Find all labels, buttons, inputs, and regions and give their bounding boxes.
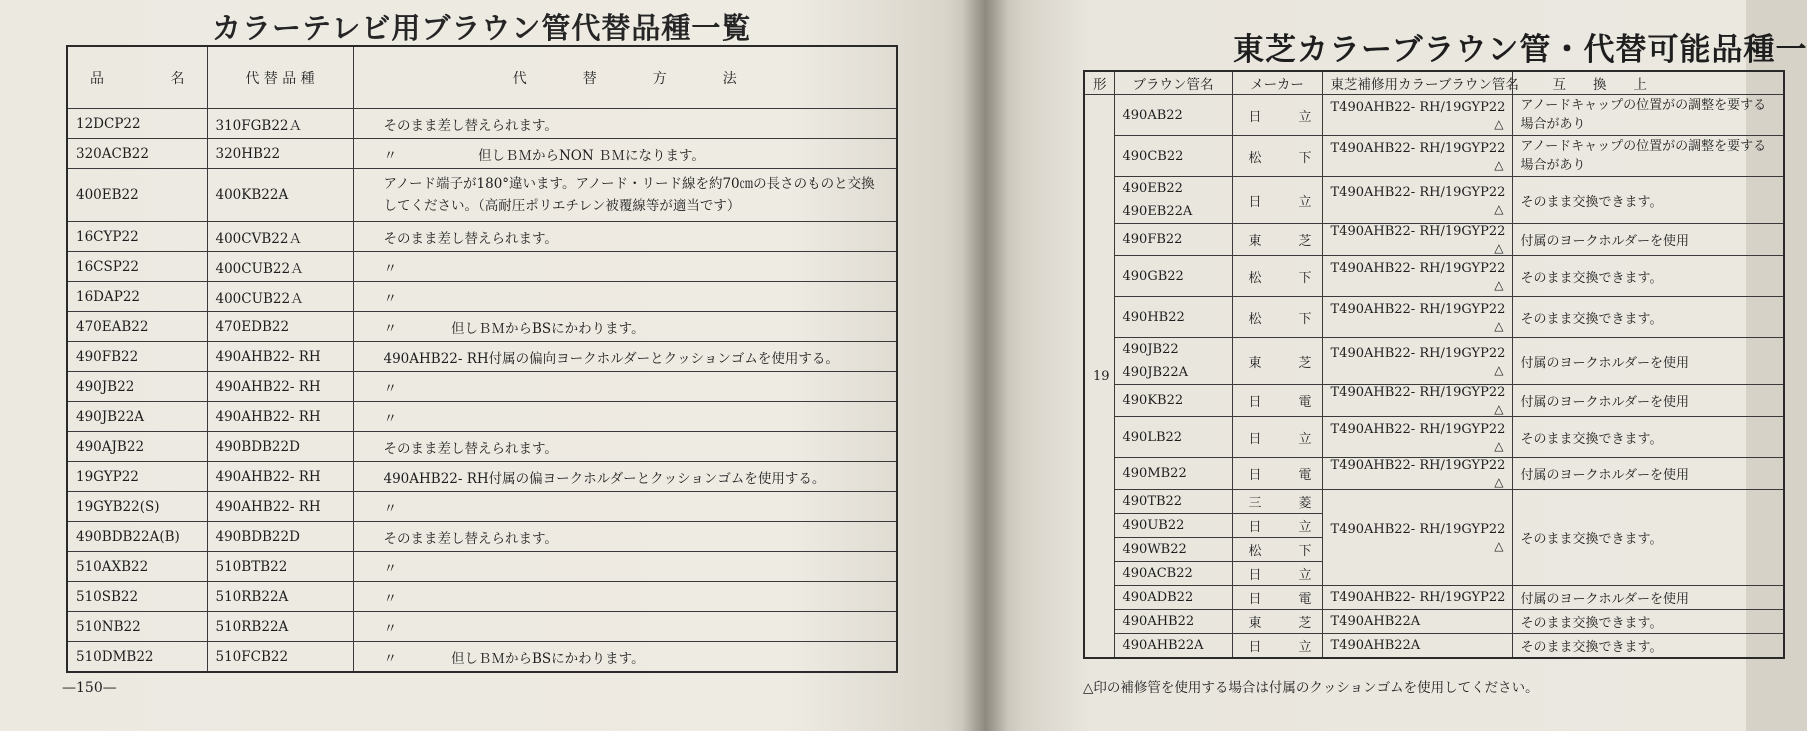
cell-compat: そのまま交換できます。 — [1512, 490, 1784, 586]
cell-name: 16CYP22 — [67, 222, 207, 252]
cell-toshiba-tube — [1322, 610, 1512, 634]
cell-maker: 日 電 — [1232, 458, 1322, 490]
table-row — [1084, 417, 1784, 458]
tube-name: 490ACB22 — [1122, 566, 1193, 581]
cell-name: 470EAB22 — [67, 312, 207, 342]
cell-name: 490JB22A — [67, 402, 207, 432]
cell-replacement: 400KB22A — [207, 169, 353, 222]
toshiba-tube-name: T490AHB22- RH/19GYP22 — [1330, 345, 1506, 361]
cell-maker: 松 下 — [1232, 136, 1322, 177]
cell-tube-name — [1114, 562, 1232, 586]
cell-compat: そのまま交換できます。 — [1512, 610, 1784, 634]
cell-tube-name — [1114, 538, 1232, 562]
cell-method: 〃 — [353, 492, 897, 522]
cell-compat: そのまま交換できます。 — [1512, 417, 1784, 458]
header-method: 代 替 方 法 — [353, 46, 897, 109]
table-body — [67, 109, 897, 673]
table-row — [67, 169, 897, 222]
table-row — [1084, 610, 1784, 634]
table-row — [1084, 297, 1784, 338]
cell-replacement: 310FGB22Ａ — [207, 109, 353, 139]
cell-method: 〃 — [353, 552, 897, 582]
cell-tube-name — [1114, 95, 1232, 136]
table-row — [1084, 95, 1784, 136]
cell-name: 19GYP22 — [67, 462, 207, 492]
cell-size: 19 — [1084, 95, 1114, 659]
cell-toshiba-tube — [1322, 224, 1512, 256]
table-row — [1084, 224, 1784, 256]
table-row — [67, 582, 897, 612]
tube-name: 490AHB22A — [1122, 638, 1204, 653]
cell-replacement: 490BDB22D — [207, 432, 353, 462]
cell-method: 490AHB22- RH付属の偏向ヨークホルダーとクッションゴムを使用する。 — [353, 342, 897, 372]
tube-name: 490WB22 — [1122, 542, 1187, 557]
cell-method: 〃 但しＢＭからNON ＢＭになります。 — [353, 139, 897, 169]
header-name-a: 品 — [90, 70, 104, 87]
header-replacement: 代 替 品 種 — [207, 46, 353, 109]
toshiba-tube-name: T490AHB22- RH/19GYP22 — [1330, 140, 1506, 156]
tube-name: 490GB22 — [1122, 268, 1184, 284]
tube-name: 490CB22 — [1122, 148, 1184, 164]
toshiba-tube-name: T490AHB22- RH/19GYP22 — [1330, 522, 1506, 537]
tube-name: 490HB22 — [1122, 309, 1185, 325]
table-row — [1084, 338, 1784, 385]
cell-compat: 付属のヨークホルダーを使用 — [1512, 458, 1784, 490]
tube-name: 490JB22A — [1122, 365, 1189, 380]
cell-method: 〃 但しＢＭからBSにかわります。 — [353, 312, 897, 342]
table-row — [67, 342, 897, 372]
cell-method: 〃 — [353, 282, 897, 312]
toshiba-tube-name: T490AHB22- RH/19GYP22 — [1330, 99, 1506, 115]
cell-maker: 日 立 — [1232, 177, 1322, 224]
tube-name: 490TB22 — [1122, 494, 1183, 509]
toshiba-compat-table — [1083, 70, 1785, 659]
page-number: —150— — [62, 680, 117, 696]
cell-name: 400EB22 — [67, 169, 207, 222]
cell-compat: 付属のヨークホルダーを使用 — [1512, 224, 1784, 256]
cell-toshiba-tube — [1322, 338, 1512, 385]
cell-maker: 日 電 — [1232, 385, 1322, 417]
table-row — [1084, 490, 1784, 514]
cell-maker: 三 菱 — [1232, 490, 1322, 514]
cell-maker: 日 立 — [1232, 634, 1322, 659]
cell-replacement: 510FCB22 — [207, 642, 353, 673]
cell-maker: 日 立 — [1232, 514, 1322, 538]
cell-tube-name — [1114, 385, 1232, 417]
cell-toshiba-tube — [1322, 490, 1512, 586]
cell-maker: 松 下 — [1232, 256, 1322, 297]
cell-method: 〃 — [353, 252, 897, 282]
cell-toshiba-tube — [1322, 177, 1512, 224]
cell-compat: そのまま交換できます。 — [1512, 297, 1784, 338]
cell-tube-name — [1114, 297, 1232, 338]
cell-replacement: 490AHB22- RH — [207, 372, 353, 402]
toshiba-tube-name: T490AHB22A — [1330, 638, 1421, 653]
header-compat: 互 換 上 — [1512, 71, 1784, 95]
cell-compat: 付属のヨークホルダーを使用 — [1512, 385, 1784, 417]
toshiba-tube-name: T490AHB22- RH/19GYP22 — [1330, 590, 1506, 605]
header-maker: メーカー — [1232, 71, 1322, 95]
table-row — [67, 432, 897, 462]
table-row — [1084, 458, 1784, 490]
tube-name: 490UB22 — [1122, 518, 1185, 533]
cell-replacement: 510BTB22 — [207, 552, 353, 582]
table-row — [1084, 136, 1784, 177]
cell-toshiba-tube — [1322, 256, 1512, 297]
triangle-mark: △ — [1494, 157, 1504, 172]
cell-replacement: 490AHB22- RH — [207, 462, 353, 492]
cell-tube-name — [1114, 610, 1232, 634]
cell-method: そのまま差し替えられます。 — [353, 522, 897, 552]
triangle-mark: △ — [1494, 402, 1504, 416]
cell-maker: 東 芝 — [1232, 610, 1322, 634]
tube-name: 490EB22 — [1122, 181, 1183, 196]
cell-method: 490AHB22- RH付属の偏ヨークホルダーとクッションゴムを使用する。 — [353, 462, 897, 492]
cell-tube-name — [1114, 417, 1232, 458]
toshiba-tube-name: T490AHB22- RH/19GYP22 — [1330, 458, 1506, 473]
cell-name: 12DCP22 — [67, 109, 207, 139]
cell-method: 〃 — [353, 402, 897, 432]
table-row — [67, 552, 897, 582]
table-row — [67, 222, 897, 252]
cell-maker: 日 立 — [1232, 95, 1322, 136]
triangle-mark: △ — [1494, 438, 1504, 453]
cell-toshiba-tube — [1322, 634, 1512, 659]
toshiba-tube-name: T490AHB22- RH/19GYP22 — [1330, 385, 1506, 400]
table-row — [67, 642, 897, 673]
triangle-mark: △ — [1494, 201, 1504, 216]
cell-name: 19GYB22(S) — [67, 492, 207, 522]
header-tube-name: ブラウン管名 — [1114, 71, 1232, 95]
cell-maker: 松 下 — [1232, 297, 1322, 338]
cell-name: 490JB22 — [67, 372, 207, 402]
cell-tube-name — [1114, 224, 1232, 256]
cell-tube-name — [1114, 338, 1232, 385]
cell-compat: そのまま交換できます。 — [1512, 177, 1784, 224]
header-toshiba-tube: 東芝補修用カラーブラウン管名 — [1322, 71, 1512, 95]
cell-tube-name — [1114, 514, 1232, 538]
cell-method: そのまま差し替えられます。 — [353, 432, 897, 462]
triangle-mark: △ — [1494, 241, 1504, 255]
triangle-mark: △ — [1494, 277, 1504, 292]
tube-name: 490MB22 — [1122, 466, 1187, 481]
cell-toshiba-tube — [1322, 95, 1512, 136]
cell-method: 〃 — [353, 582, 897, 612]
toshiba-tube-name: T490AHB22A — [1330, 614, 1421, 629]
cell-maker: 日 立 — [1232, 417, 1322, 458]
table-body-right — [1084, 95, 1784, 659]
page-title: カラーテレビ用ブラウン管代替品種一覧 — [212, 11, 752, 45]
cell-compat: アノードキャップの位置がの調整を要する場合があり — [1512, 95, 1784, 136]
table-row — [67, 252, 897, 282]
header-name-b: 名 — [170, 70, 185, 87]
table-row — [1084, 586, 1784, 610]
table-row — [67, 462, 897, 492]
toshiba-tube-name: T490AHB22- RH/19GYP22 — [1330, 260, 1506, 276]
cell-tube-name — [1114, 136, 1232, 177]
table-row — [67, 282, 897, 312]
cell-toshiba-tube — [1322, 136, 1512, 177]
cell-name: 510NB22 — [67, 612, 207, 642]
table-row — [1084, 385, 1784, 417]
cell-toshiba-tube — [1322, 385, 1512, 417]
cell-name: 490AJB22 — [67, 432, 207, 462]
cell-name: 490FB22 — [67, 342, 207, 372]
toshiba-tube-name: T490AHB22- RH/19GYP22 — [1330, 301, 1506, 317]
triangle-mark: △ — [1494, 116, 1504, 131]
cell-replacement: 490AHB22- RH — [207, 402, 353, 432]
book-gutter — [962, 0, 1008, 731]
cell-maker: 東 芝 — [1232, 224, 1322, 256]
tube-name: 490EB22A — [1122, 204, 1193, 219]
toshiba-tube-name: T490AHB22- RH/19GYP22 — [1330, 421, 1506, 437]
table-row — [67, 372, 897, 402]
toshiba-tube-name: T490AHB22- RH/19GYP22 — [1330, 224, 1506, 239]
cell-replacement: 490AHB22- RH — [207, 492, 353, 522]
toshiba-tube-name: T490AHB22- RH/19GYP22 — [1330, 184, 1506, 200]
cell-replacement: 470EDB22 — [207, 312, 353, 342]
cell-name: 320ACB22 — [67, 139, 207, 169]
cell-method: そのまま差し替えられます。 — [353, 222, 897, 252]
cell-maker: 松 下 — [1232, 538, 1322, 562]
cell-tube-name — [1114, 490, 1232, 514]
cell-method: アノード端子が180°違います。アノード・リード線を約70㎝の長さのものと交換してください。（高耐圧ポリエチレン被覆線等が適当です） — [353, 169, 897, 222]
cell-replacement: 510RB22A — [207, 582, 353, 612]
table-header-row — [1084, 71, 1784, 95]
cell-compat: 付属のヨークホルダーを使用 — [1512, 338, 1784, 385]
cell-tube-name — [1114, 634, 1232, 659]
cell-compat: 付属のヨークホルダーを使用 — [1512, 586, 1784, 610]
cell-tube-name — [1114, 458, 1232, 490]
table-row — [67, 402, 897, 432]
tube-name: 490AB22 — [1122, 107, 1183, 123]
cell-name: 510AXB22 — [67, 552, 207, 582]
table-row — [1084, 634, 1784, 659]
table-row — [1084, 177, 1784, 224]
replacement-table — [66, 45, 898, 673]
tube-name: 490AHB22 — [1122, 614, 1195, 629]
cell-method: 〃 但しＢＭからBSにかわります。 — [353, 642, 897, 673]
cell-toshiba-tube — [1322, 297, 1512, 338]
cell-toshiba-tube — [1322, 417, 1512, 458]
tube-name: 490ADB22 — [1122, 590, 1194, 605]
cell-tube-name — [1114, 177, 1232, 224]
cell-replacement: 400CUB22Ａ — [207, 252, 353, 282]
table-row — [67, 612, 897, 642]
triangle-mark: △ — [1494, 362, 1504, 377]
header-name — [67, 46, 207, 109]
cell-name: 490BDB22A(B) — [67, 522, 207, 552]
footnote: △印の補修管を使用する場合は付属のクッションゴムを使用してください。 — [1083, 680, 1539, 696]
cell-toshiba-tube — [1322, 458, 1512, 490]
cell-compat: そのまま交換できます。 — [1512, 634, 1784, 659]
right-page — [985, 0, 1807, 731]
table-row — [67, 492, 897, 522]
cell-name: 510SB22 — [67, 582, 207, 612]
cell-replacement: 510RB22A — [207, 612, 353, 642]
tube-name: 490FB22 — [1122, 232, 1183, 247]
cell-name: 16CSP22 — [67, 252, 207, 282]
cell-tube-name — [1114, 586, 1232, 610]
cell-name: 16DAP22 — [67, 282, 207, 312]
cell-method: そのまま差し替えられます。 — [353, 109, 897, 139]
cell-maker: 日 立 — [1232, 562, 1322, 586]
cell-tube-name — [1114, 256, 1232, 297]
table-row — [67, 522, 897, 552]
cell-replacement: 490AHB22- RH — [207, 342, 353, 372]
tube-name: 490LB22 — [1122, 429, 1183, 445]
cell-replacement: 400CVB22Ａ — [207, 222, 353, 252]
cell-toshiba-tube — [1322, 586, 1512, 610]
cell-compat: そのまま交換できます。 — [1512, 256, 1784, 297]
triangle-mark: △ — [1494, 475, 1504, 489]
table-row — [67, 312, 897, 342]
header-size: 形 — [1084, 71, 1114, 95]
cell-method: 〃 — [353, 612, 897, 642]
cell-replacement: 490BDB22D — [207, 522, 353, 552]
cell-replacement: 320HB22 — [207, 139, 353, 169]
cell-compat: アノードキャップの位置がの調整を要する場合があり — [1512, 136, 1784, 177]
table-header-row — [67, 46, 897, 109]
cell-replacement: 400CUB22Ａ — [207, 282, 353, 312]
tube-name: 490KB22 — [1122, 393, 1184, 408]
tube-name: 490JB22 — [1122, 342, 1179, 357]
cell-method: 〃 — [353, 372, 897, 402]
cell-name: 510DMB22 — [67, 642, 207, 673]
table-row — [67, 139, 897, 169]
triangle-mark: △ — [1494, 539, 1504, 553]
page-title-right: 東芝カラーブラウン管・代替可能品種一 — [1233, 32, 1807, 68]
table-row — [67, 109, 897, 139]
cell-maker: 東 芝 — [1232, 338, 1322, 385]
triangle-mark: △ — [1494, 318, 1504, 333]
cell-maker: 日 電 — [1232, 586, 1322, 610]
table-row — [1084, 256, 1784, 297]
